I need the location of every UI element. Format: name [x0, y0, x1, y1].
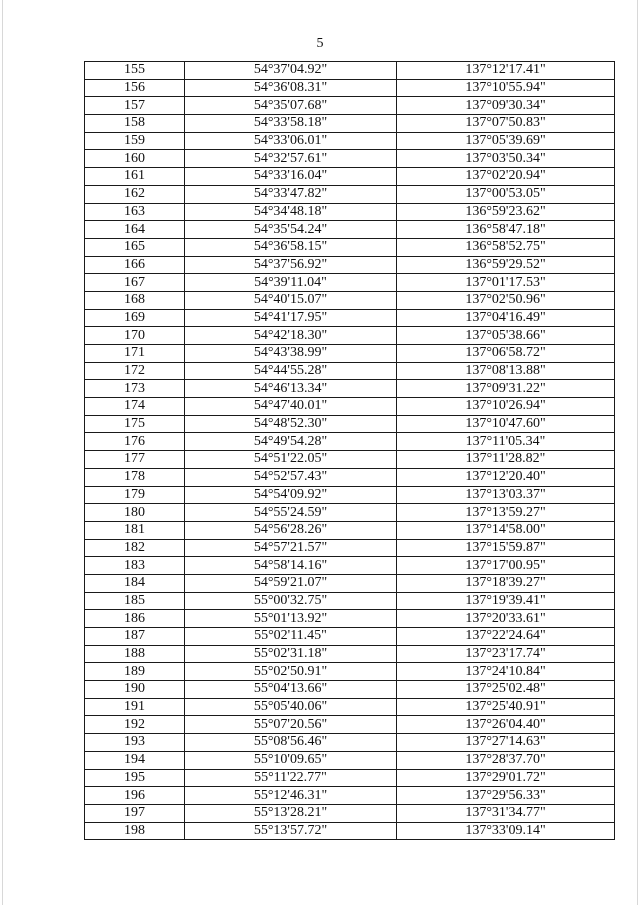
longitude-cell: 137°25'40.91" [397, 698, 615, 716]
latitude-cell: 54°41'17.95" [185, 309, 397, 327]
table-row [85, 115, 615, 133]
table-row [85, 681, 615, 699]
point-number-cell: 172 [85, 362, 185, 380]
longitude-cell: 136°59'23.62" [397, 203, 615, 221]
table-row [85, 380, 615, 398]
table-row [85, 504, 615, 522]
table-row [85, 486, 615, 504]
table-row [85, 645, 615, 663]
latitude-cell: 54°32'57.61" [185, 150, 397, 168]
point-number-cell: 193 [85, 734, 185, 752]
table-row [85, 787, 615, 805]
table-row [85, 804, 615, 822]
point-number-cell: 156 [85, 79, 185, 97]
table-row [85, 168, 615, 186]
latitude-cell: 55°08'56.46" [185, 734, 397, 752]
longitude-cell: 137°05'38.66" [397, 327, 615, 345]
table-row [85, 291, 615, 309]
longitude-cell: 137°26'04.40" [397, 716, 615, 734]
longitude-cell: 137°31'34.77" [397, 804, 615, 822]
table-row [85, 769, 615, 787]
point-number-cell: 169 [85, 309, 185, 327]
longitude-cell: 137°12'20.40" [397, 468, 615, 486]
table-row [85, 628, 615, 646]
longitude-cell: 137°12'17.41" [397, 62, 615, 80]
latitude-cell: 54°55'24.59" [185, 504, 397, 522]
point-number-cell: 161 [85, 168, 185, 186]
table-row [85, 521, 615, 539]
latitude-cell: 54°57'21.57" [185, 539, 397, 557]
longitude-cell: 137°14'58.00" [397, 521, 615, 539]
latitude-cell: 55°02'11.45" [185, 628, 397, 646]
longitude-cell: 137°19'39.41" [397, 592, 615, 610]
point-number-cell: 179 [85, 486, 185, 504]
longitude-cell: 137°24'10.84" [397, 663, 615, 681]
longitude-cell: 136°58'47.18" [397, 221, 615, 239]
table-row [85, 256, 615, 274]
table-row [85, 716, 615, 734]
point-number-cell: 178 [85, 468, 185, 486]
table-row [85, 132, 615, 150]
longitude-cell: 137°29'01.72" [397, 769, 615, 787]
point-number-cell: 190 [85, 681, 185, 699]
point-number-cell: 196 [85, 787, 185, 805]
latitude-cell: 54°43'38.99" [185, 345, 397, 363]
latitude-cell: 55°04'13.66" [185, 681, 397, 699]
longitude-cell: 137°15'59.87" [397, 539, 615, 557]
table-row [85, 734, 615, 752]
table-row [85, 327, 615, 345]
point-number-cell: 155 [85, 62, 185, 80]
latitude-cell: 54°58'14.16" [185, 557, 397, 575]
point-number-cell: 175 [85, 415, 185, 433]
longitude-cell: 137°13'59.27" [397, 504, 615, 522]
latitude-cell: 54°33'58.18" [185, 115, 397, 133]
latitude-cell: 55°12'46.31" [185, 787, 397, 805]
longitude-cell: 137°10'55.94" [397, 79, 615, 97]
table-row [85, 468, 615, 486]
longitude-cell: 137°11'28.82" [397, 451, 615, 469]
point-number-cell: 198 [85, 822, 185, 840]
point-number-cell: 197 [85, 804, 185, 822]
latitude-cell: 54°56'28.26" [185, 521, 397, 539]
longitude-cell: 137°06'58.72" [397, 345, 615, 363]
table-row [85, 97, 615, 115]
table-row [85, 309, 615, 327]
table-row [85, 592, 615, 610]
table-row [85, 203, 615, 221]
point-number-cell: 162 [85, 185, 185, 203]
point-number-cell: 182 [85, 539, 185, 557]
longitude-cell: 137°18'39.27" [397, 574, 615, 592]
longitude-cell: 137°00'53.05" [397, 185, 615, 203]
table-row [85, 451, 615, 469]
latitude-cell: 54°47'40.01" [185, 398, 397, 416]
point-number-cell: 167 [85, 274, 185, 292]
latitude-cell: 55°07'20.56" [185, 716, 397, 734]
point-number-cell: 165 [85, 238, 185, 256]
table-row [85, 610, 615, 628]
longitude-cell: 137°13'03.37" [397, 486, 615, 504]
point-number-cell: 189 [85, 663, 185, 681]
point-number-cell: 181 [85, 521, 185, 539]
longitude-cell: 137°09'30.34" [397, 97, 615, 115]
longitude-cell: 137°20'33.61" [397, 610, 615, 628]
point-number-cell: 188 [85, 645, 185, 663]
latitude-cell: 54°37'04.92" [185, 62, 397, 80]
longitude-cell: 137°02'50.96" [397, 291, 615, 309]
longitude-cell: 137°08'13.88" [397, 362, 615, 380]
point-number-cell: 186 [85, 610, 185, 628]
latitude-cell: 54°33'06.01" [185, 132, 397, 150]
latitude-cell: 54°49'54.28" [185, 433, 397, 451]
longitude-cell: 137°22'24.64" [397, 628, 615, 646]
longitude-cell: 137°23'17.74" [397, 645, 615, 663]
table-row [85, 274, 615, 292]
table-row [85, 79, 615, 97]
point-number-cell: 174 [85, 398, 185, 416]
table-row [85, 751, 615, 769]
latitude-cell: 54°54'09.92" [185, 486, 397, 504]
table-row [85, 539, 615, 557]
longitude-cell: 137°28'37.70" [397, 751, 615, 769]
table-row [85, 557, 615, 575]
longitude-cell: 137°27'14.63" [397, 734, 615, 752]
longitude-cell: 137°10'47.60" [397, 415, 615, 433]
point-number-cell: 191 [85, 698, 185, 716]
latitude-cell: 54°39'11.04" [185, 274, 397, 292]
point-number-cell: 158 [85, 115, 185, 133]
table-row [85, 822, 615, 840]
table-row [85, 221, 615, 239]
table-row [85, 185, 615, 203]
latitude-cell: 55°00'32.75" [185, 592, 397, 610]
longitude-cell: 137°33'09.14" [397, 822, 615, 840]
longitude-cell: 137°10'26.94" [397, 398, 615, 416]
table-row [85, 345, 615, 363]
point-number-cell: 177 [85, 451, 185, 469]
latitude-cell: 55°13'28.21" [185, 804, 397, 822]
longitude-cell: 137°11'05.34" [397, 433, 615, 451]
longitude-cell: 137°09'31.22" [397, 380, 615, 398]
point-number-cell: 164 [85, 221, 185, 239]
longitude-cell: 136°59'29.52" [397, 256, 615, 274]
point-number-cell: 157 [85, 97, 185, 115]
point-number-cell: 185 [85, 592, 185, 610]
point-number-cell: 173 [85, 380, 185, 398]
table-row [85, 62, 615, 80]
latitude-cell: 54°48'52.30" [185, 415, 397, 433]
table-row [85, 238, 615, 256]
latitude-cell: 54°44'55.28" [185, 362, 397, 380]
latitude-cell: 55°02'50.91" [185, 663, 397, 681]
point-number-cell: 160 [85, 150, 185, 168]
point-number-cell: 170 [85, 327, 185, 345]
latitude-cell: 54°35'54.24" [185, 221, 397, 239]
coordinates-table-body [85, 62, 615, 840]
point-number-cell: 195 [85, 769, 185, 787]
point-number-cell: 166 [85, 256, 185, 274]
point-number-cell: 192 [85, 716, 185, 734]
longitude-cell: 137°02'20.94" [397, 168, 615, 186]
point-number-cell: 184 [85, 574, 185, 592]
latitude-cell: 54°36'08.31" [185, 79, 397, 97]
table-row [85, 698, 615, 716]
latitude-cell: 55°10'09.65" [185, 751, 397, 769]
latitude-cell: 55°11'22.77" [185, 769, 397, 787]
latitude-cell: 54°33'16.04" [185, 168, 397, 186]
point-number-cell: 180 [85, 504, 185, 522]
latitude-cell: 54°35'07.68" [185, 97, 397, 115]
latitude-cell: 55°01'13.92" [185, 610, 397, 628]
latitude-cell: 54°46'13.34" [185, 380, 397, 398]
latitude-cell: 55°05'40.06" [185, 698, 397, 716]
table-row [85, 398, 615, 416]
longitude-cell: 137°29'56.33" [397, 787, 615, 805]
latitude-cell: 55°13'57.72" [185, 822, 397, 840]
point-number-cell: 163 [85, 203, 185, 221]
table-row [85, 415, 615, 433]
latitude-cell: 54°42'18.30" [185, 327, 397, 345]
latitude-cell: 54°36'58.15" [185, 238, 397, 256]
latitude-cell: 54°51'22.05" [185, 451, 397, 469]
longitude-cell: 137°17'00.95" [397, 557, 615, 575]
point-number-cell: 171 [85, 345, 185, 363]
point-number-cell: 168 [85, 291, 185, 309]
longitude-cell: 137°07'50.83" [397, 115, 615, 133]
table-row [85, 433, 615, 451]
latitude-cell: 54°40'15.07" [185, 291, 397, 309]
latitude-cell: 54°52'57.43" [185, 468, 397, 486]
latitude-cell: 55°02'31.18" [185, 645, 397, 663]
coordinates-table [84, 61, 615, 840]
latitude-cell: 54°34'48.18" [185, 203, 397, 221]
longitude-cell: 137°04'16.49" [397, 309, 615, 327]
longitude-cell: 137°25'02.48" [397, 681, 615, 699]
longitude-cell: 136°58'52.75" [397, 238, 615, 256]
latitude-cell: 54°33'47.82" [185, 185, 397, 203]
point-number-cell: 183 [85, 557, 185, 575]
latitude-cell: 54°37'56.92" [185, 256, 397, 274]
right-scan-edge [637, 0, 638, 905]
table-row [85, 362, 615, 380]
point-number-cell: 159 [85, 132, 185, 150]
table-row [85, 150, 615, 168]
page-number: 5 [316, 36, 324, 51]
point-number-cell: 176 [85, 433, 185, 451]
left-scan-edge [2, 0, 3, 905]
point-number-cell: 187 [85, 628, 185, 646]
table-row [85, 663, 615, 681]
table-row [85, 574, 615, 592]
longitude-cell: 137°05'39.69" [397, 132, 615, 150]
point-number-cell: 194 [85, 751, 185, 769]
longitude-cell: 137°03'50.34" [397, 150, 615, 168]
longitude-cell: 137°01'17.53" [397, 274, 615, 292]
latitude-cell: 54°59'21.07" [185, 574, 397, 592]
